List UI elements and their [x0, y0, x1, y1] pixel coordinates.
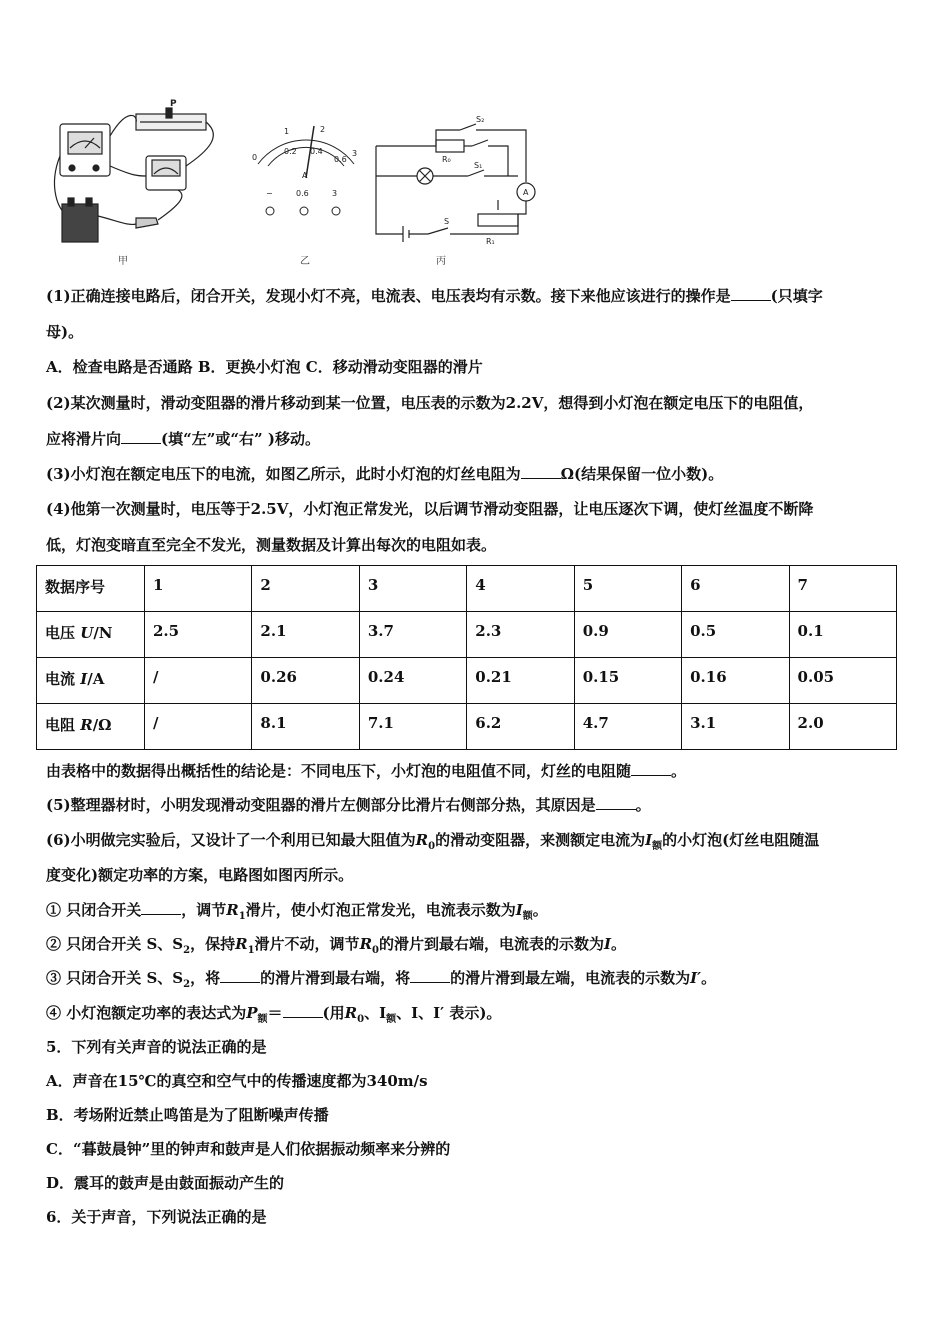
- row-header: 电压 U/N: [37, 612, 145, 658]
- table-cell: 2.3: [467, 612, 574, 658]
- q4-line-b: 低，灯泡变暗直至完全不发光，测量数据及计算出每次的电阻如表。: [46, 536, 497, 554]
- row-header: 电流 I/A: [37, 658, 145, 704]
- meter-unit: A: [302, 171, 308, 180]
- q5-option-a: A．声音在15℃的真空和空气中的传播速度都为340m/s: [46, 1072, 428, 1090]
- q5-option-b: B．考场附近禁止鸣笛是为了阻断噪声传播: [46, 1106, 329, 1124]
- meter-tick-0: 0: [252, 153, 258, 162]
- answer-blank[interactable]: [283, 1003, 323, 1018]
- row-header: 电阻 R/Ω: [37, 704, 145, 750]
- table-cell: 5: [574, 566, 681, 612]
- table-cell: 0.26: [252, 658, 359, 704]
- circuit-label-r0: R₀: [442, 155, 451, 164]
- q1-line-a: (1)正确连接电路后，闭合开关，发现小灯不亮，电流表、电压表均有示数。接下来他应该进行的操作是 (只填字: [46, 287, 823, 305]
- step-2: ② 只闭合开关 S、$S_2$，保持$R_1$滑片不动，调节$R_0$的滑片到最右端，电流表的示数为I。: [46, 935, 627, 956]
- answer-blank[interactable]: [521, 464, 561, 479]
- step-4: ④ 小灯泡额定功率的表达式为$P_额=$ (用$R_0$、$I_额$、I、I′ 表示)。: [46, 1004, 502, 1025]
- circuit-figure: [376, 124, 535, 242]
- table-cell: 7.1: [359, 704, 466, 750]
- table-cell: 2.1: [252, 612, 359, 658]
- q5-option-d: D．震耳的鼓声是由鼓面振动产生的: [46, 1174, 285, 1192]
- table-row: [37, 704, 897, 750]
- figures-strip: [48, 96, 548, 271]
- answer-blank[interactable]: [631, 761, 671, 776]
- table-cell: 3.7: [359, 612, 466, 658]
- table-cell: 6: [682, 566, 789, 612]
- table-row: [37, 658, 897, 704]
- apparatus-label-p: P: [170, 99, 177, 109]
- table-cell: 1: [145, 566, 252, 612]
- q1-line-b: 母)。: [46, 323, 84, 341]
- answer-blank[interactable]: [731, 286, 771, 301]
- q6-line-a: (6)小明做完实验后，又设计了一个利用已知最大阻值为$R_0$的滑动变阻器，来测额定电流为$I_额$的小灯泡(灯丝电阻随温: [46, 831, 820, 852]
- circuit-label-s: S: [444, 217, 450, 226]
- table-cell: 0.9: [574, 612, 681, 658]
- meter-tick-2: 2: [320, 125, 326, 134]
- table-cell: /: [145, 658, 252, 704]
- data-table: [36, 565, 897, 750]
- table-cell: 0.24: [359, 658, 466, 704]
- terminal-3: 3: [332, 189, 338, 198]
- table-cell: 0.16: [682, 658, 789, 704]
- meter-inner-3: 0.6: [334, 155, 347, 164]
- caption-bing: 丙: [436, 256, 446, 267]
- table-cell: 8.1: [252, 704, 359, 750]
- q6-title: 6．关于声音，下列说法正确的是: [46, 1208, 267, 1226]
- table-cell: 4: [467, 566, 574, 612]
- caption-jia: 甲: [118, 256, 128, 267]
- table-cell: 0.21: [467, 658, 574, 704]
- table-row: [37, 612, 897, 658]
- q6-line-b: 度变化)额定功率的方案，电路图如图丙所示。: [46, 866, 354, 884]
- q5-line: (5)整理器材时，小明发现滑动变阻器的滑片左侧部分比滑片右侧部分热，其原因是 。: [46, 796, 651, 814]
- table-row: [37, 566, 897, 612]
- circuit-label-r1: R₁: [486, 237, 495, 246]
- table-cell: 3: [359, 566, 466, 612]
- table-cell: 2.0: [789, 704, 896, 750]
- circuit-label-s1: S₁: [474, 161, 483, 170]
- apparatus-figure: [55, 108, 214, 242]
- table-cell: 4.7: [574, 704, 681, 750]
- circuit-label-s2: S₂: [476, 115, 485, 124]
- table-cell: 6.2: [467, 704, 574, 750]
- answer-blank[interactable]: [596, 795, 636, 810]
- terminal-neg: −: [266, 189, 273, 198]
- step-1: ① 只闭合开关 ，调节$R_1$滑片，使小灯泡正常发光，电流表示数为$I_额$。: [46, 901, 548, 922]
- terminal-06: 0.6: [296, 189, 309, 198]
- meter-tick-1: 1: [284, 127, 290, 136]
- conclusion-line: 由表格中的数据得出概括性的结论是：不同电压下，小灯泡的电阻值不同，灯丝的电阻随 。: [46, 762, 687, 780]
- q1-options: A．检查电路是否通路 B．更换小灯泡 C．移动滑动变阻器的滑片: [46, 358, 483, 376]
- q5-option-c: C．“暮鼓晨钟”里的钟声和鼓声是人们依据振动频率来分辨的: [46, 1140, 451, 1158]
- circuit-label-a: A: [523, 188, 529, 197]
- caption-yi: 乙: [300, 256, 310, 267]
- figures-svg: [48, 96, 548, 271]
- q4-line-a: (4)他第一次测量时，电压等于2.5V，小灯泡正常发光，以后调节滑动变阻器，让电压逐次下调，使灯丝温度不断降: [46, 500, 814, 518]
- answer-blank[interactable]: [410, 968, 450, 983]
- meter-inner-1: 0.2: [284, 147, 297, 156]
- q3-line: (3)小灯泡在额定电压下的电流，如图乙所示，此时小灯泡的灯丝电阻为 Ω(结果保留一位小数)。: [46, 465, 724, 483]
- step-3: ③ 只闭合开关 S、$S_2$，将 的滑片滑到最右端，将 的滑片滑到最左端，电流表的示数为I′。: [46, 969, 717, 990]
- q2-line-a: (2)某次测量时，滑动变阻器的滑片移动到某一位置，电压表的示数为2.2V，想得到小灯泡在额定电压下的电阻值，: [46, 394, 814, 412]
- row-header: 数据序号: [37, 566, 145, 612]
- table-cell: 0.5: [682, 612, 789, 658]
- q5-title: 5．下列有关声音的说法正确的是: [46, 1038, 267, 1056]
- meter-inner-2: 0.4: [310, 147, 323, 156]
- table-cell: 2: [252, 566, 359, 612]
- table-cell: 2.5: [145, 612, 252, 658]
- table-cell: 7: [789, 566, 896, 612]
- table-cell: /: [145, 704, 252, 750]
- answer-blank[interactable]: [220, 968, 260, 983]
- table-cell: 0.05: [789, 658, 896, 704]
- answer-blank[interactable]: [141, 900, 181, 915]
- q2-line-b: 应将滑片向 (填“左”或“右” )移动。: [46, 430, 320, 448]
- table-cell: 3.1: [682, 704, 789, 750]
- table-cell: 0.15: [574, 658, 681, 704]
- answer-blank[interactable]: [121, 429, 161, 444]
- table-cell: 0.1: [789, 612, 896, 658]
- meter-tick-3: 3: [352, 149, 358, 158]
